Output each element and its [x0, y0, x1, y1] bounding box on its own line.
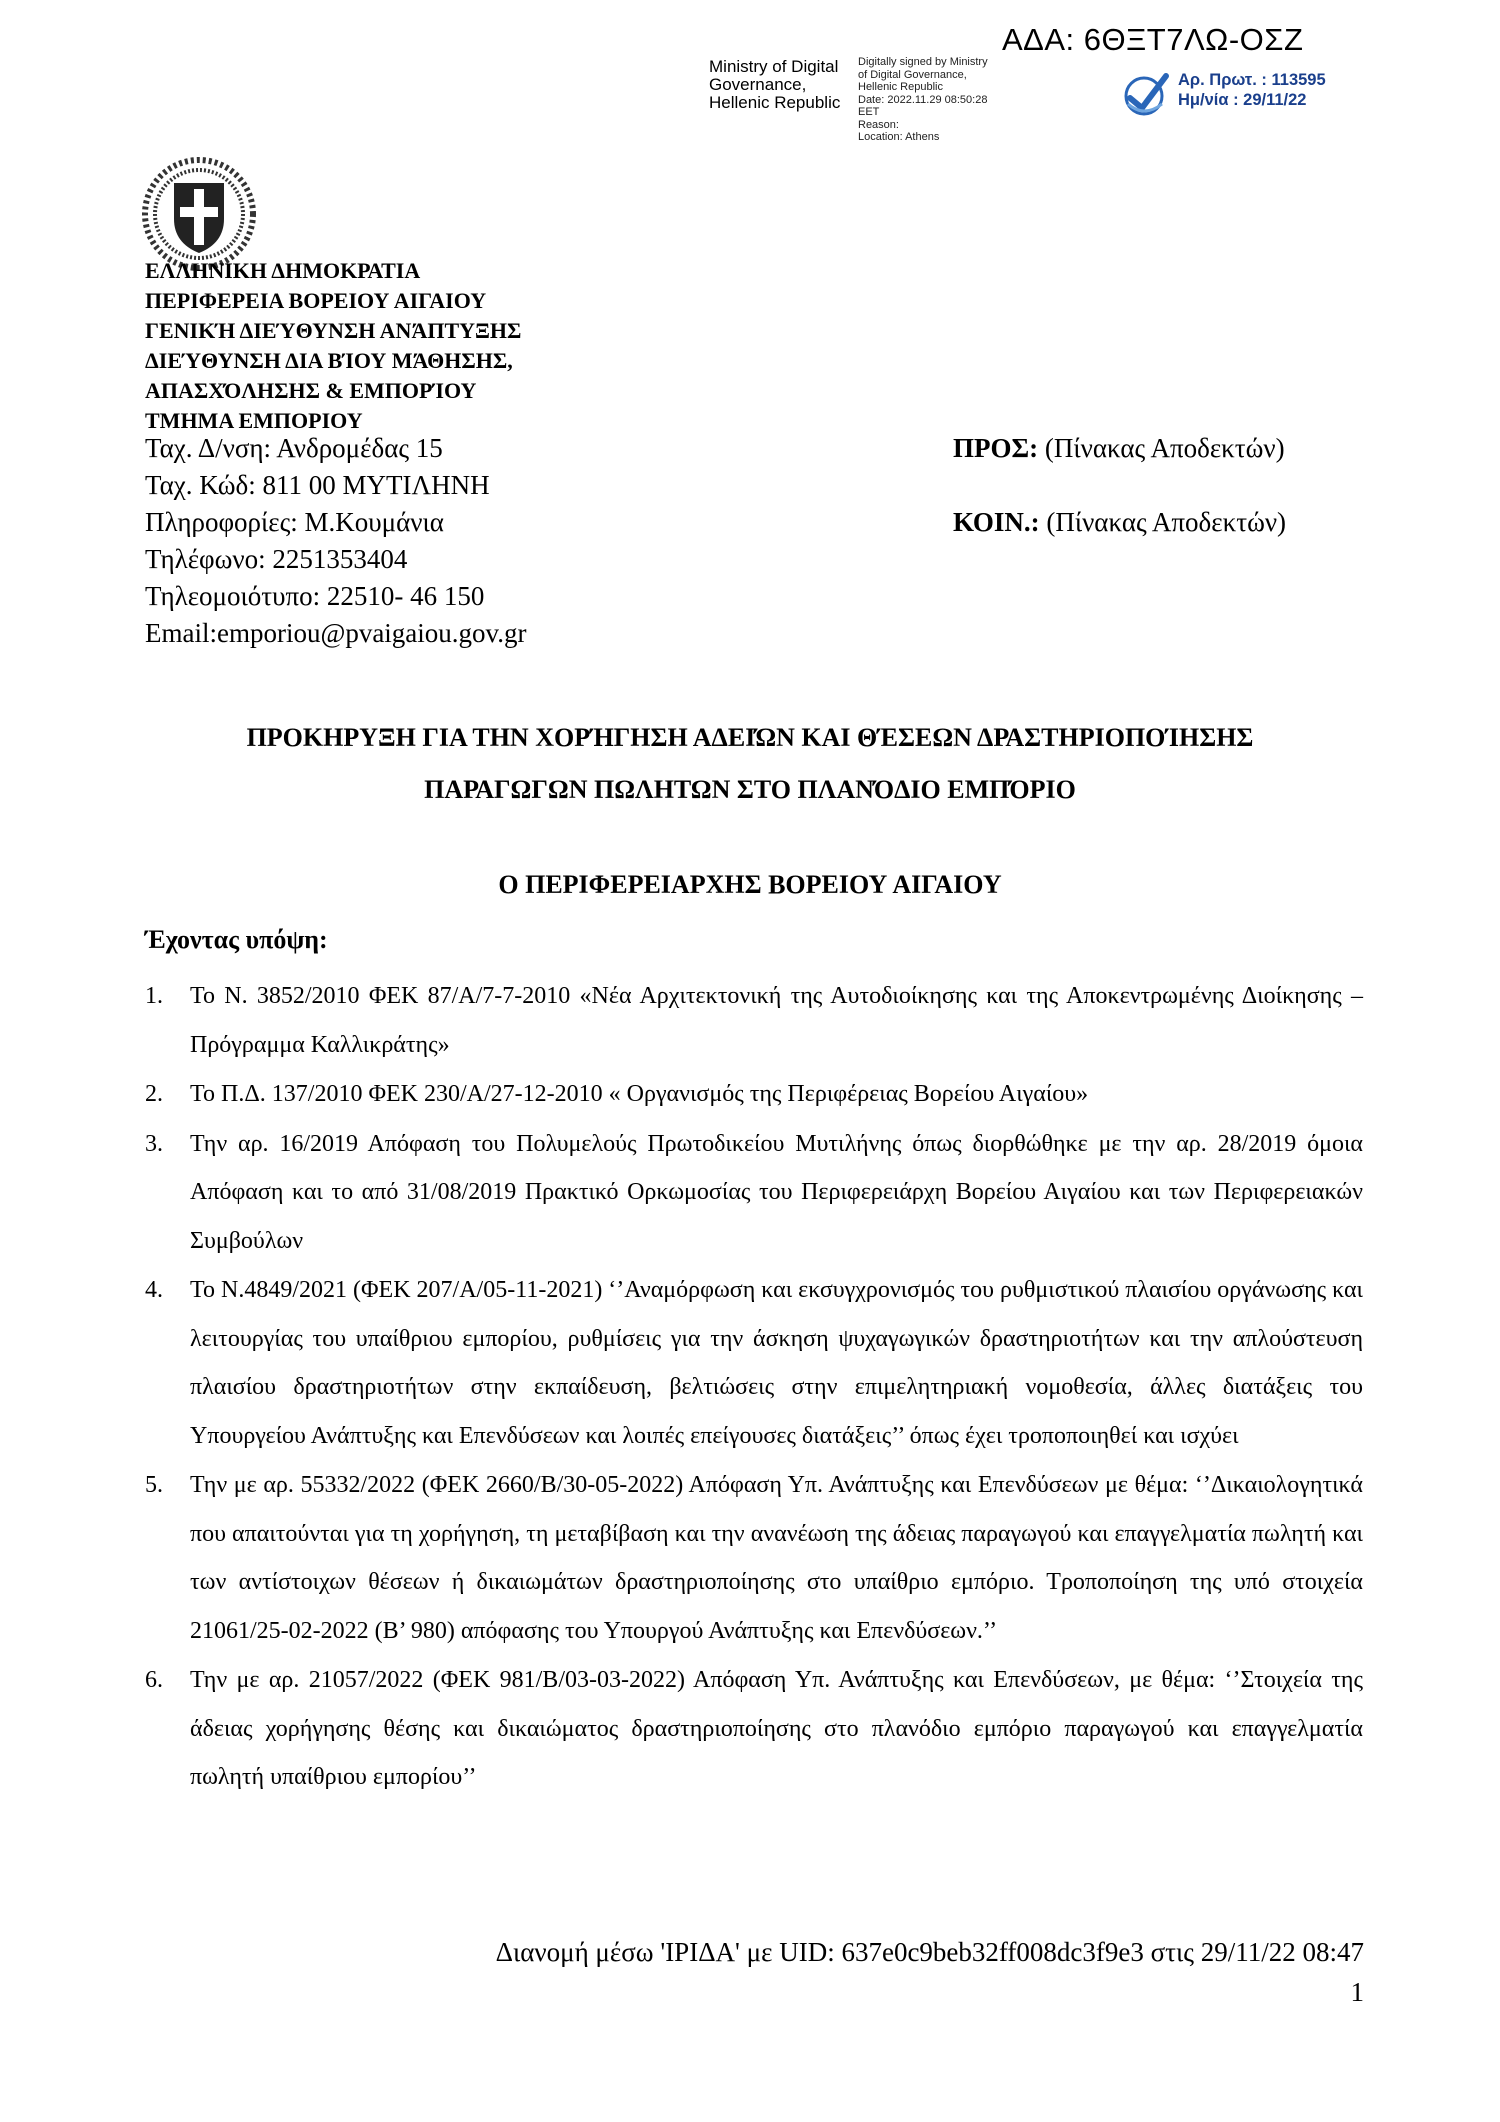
list-item: [145, 1656, 1363, 1802]
item-number: 4.: [145, 1277, 163, 1303]
item-number: 1.: [145, 983, 163, 1009]
authority-line: ΕΛΛΗΝΙΚΗ ΔΗΜΟΚΡΑΤΙΑ: [145, 258, 421, 283]
recipients: [953, 430, 1286, 578]
cc-label: ΚΟΙΝ.:: [953, 507, 1040, 537]
list-item: [145, 1120, 1363, 1266]
title-line: ΠΑΡΑΓΩΓΩΝ ΠΩΛΗΤΩΝ ΣΤΟ ΠΛΑΝΌΔΙΟ ΕΜΠΌΡΙΟ: [424, 775, 1076, 804]
authority-line: ΑΠΑΣΧΌΛΗΣΗΣ & ΕΜΠΟΡΊΟΥ: [145, 378, 477, 403]
issuing-authority: [145, 256, 521, 436]
having-in-view-heading: Έχοντας υπόψη:: [145, 925, 328, 954]
signature-line: of Digital Governance,: [858, 68, 967, 81]
item-number: 5.: [145, 1472, 163, 1498]
considerations-list: [145, 972, 1363, 1803]
postal-code: Ταχ. Κώδ: 811 00 ΜΥΤΙΛΗΝΗ: [145, 470, 490, 500]
to-value: (Πίνακας Αποδεκτών): [1038, 433, 1285, 463]
phone-number: Τηλέφωνο: 2251353404: [145, 544, 408, 574]
ada-code: ΑΔΑ: 6ΘΞΤ7ΛΩ-ΟΣΖ: [1002, 22, 1304, 57]
list-item: [145, 1070, 1363, 1119]
signer-heading: Ο ΠΕΡΙΦΕΡΕΙΑΡΧΗΣ ΒΟΡΕΙΟΥ ΑΙΓΑΙΟΥ: [498, 870, 1002, 899]
protocol-block: [1178, 70, 1326, 110]
list-item: [145, 1461, 1363, 1655]
signature-date: Date: 2022.11.29 08:50:28: [858, 93, 988, 106]
signature-line: Hellenic Republic: [858, 81, 943, 93]
authority-line: ΔΙΕΎΘΥΝΣΗ ΔΙΑ ΒΊΟΥ ΜΆΘΗΣΗΣ,: [145, 348, 513, 373]
contact-details: [145, 430, 527, 652]
item-text: Το Π.Δ. 137/2010 ΦΕΚ 230/Α/27-12-2010 « Οργανισμός της Περιφέρειας Βορείου Αιγαίου»: [190, 1081, 1089, 1107]
recipient-cc: [953, 504, 1286, 541]
signature-details: [858, 56, 1008, 144]
protocol-number: Αρ. Πρωτ. : 113595: [1178, 71, 1326, 89]
fax-number: Τηλεομοιότυπο: 22510- 46 150: [145, 581, 485, 611]
email-address: Email:emporiou@pvaigaiou.gov.gr: [145, 618, 527, 648]
postal-address: Ταχ. Δ/νση: Ανδρομέδας 15: [145, 433, 443, 463]
page-number: 1: [1350, 1977, 1364, 2007]
list-item: [145, 972, 1363, 1069]
signature-reason: Reason:: [858, 118, 899, 131]
signature-line: EET: [858, 106, 880, 118]
authority-line: ΓΕΝΙΚΉ ΔΙΕΎΘΥΝΣΗ ΑΝΆΠΤΥΞΗΣ: [145, 318, 522, 343]
document-title: [0, 712, 1500, 816]
authority-line: ΤΜΗΜΑ ΕΜΠΟΡΙΟΥ: [145, 408, 363, 433]
iris-logo-icon: [1122, 68, 1170, 120]
protocol-date: Ημ/νία : 29/11/22: [1178, 91, 1307, 109]
distribution-footer: Διανομή μέσω 'ΙΡΙΔΑ' με UID: 637e0c9beb32ff008dc3f9e3 στις 29/11/22 08:47: [495, 1937, 1364, 1967]
signer-organization: Ministry of Digital Governance, Hellenic Republic: [709, 57, 841, 112]
item-number: 6.: [145, 1667, 163, 1693]
recipient-to: [953, 430, 1286, 467]
authority-line: ΠΕΡΙΦΕΡΕΙΑ ΒΟΡΕΙΟΥ ΑΙΓΑΙΟΥ: [145, 288, 487, 313]
item-number: 2.: [145, 1081, 163, 1107]
signature-line: Digitally signed by Ministry: [858, 56, 988, 68]
item-text: Την αρ. 16/2019 Απόφαση του Πολυμελούς Πρωτοδικείου Μυτιλήνης όπως διορθώθηκε με την αρ. 28/2019 όμοια Απόφαση και το από 31/08/2019 Πρακτικό Ορκωμοσίας του Περιφερειάρχη Βορείου Αιγαίου και των Περιφερειακών Συμβούλων: [190, 1130, 1363, 1254]
item-number: 3.: [145, 1130, 163, 1157]
information-contact: Πληροφορίες: Μ.Κουμάνια: [145, 507, 444, 537]
title-line: ΠΡΟΚΗΡΥΞΗ ΓΙΑ ΤΗΝ ΧΟΡΉΓΗΣΗ ΑΔΕΙΏΝ ΚΑΙ ΘΈΣΕΩΝ ΔΡΑΣΤΗΡΙΟΠΟΊΗΣΗΣ: [246, 723, 1254, 752]
item-text: Την με αρ. 55332/2022 (ΦΕΚ 2660/Β/30-05-2022) Απόφαση Υπ. Ανάπτυξης και Επενδύσεων με θέμα: ‘’Δικαιολογητικά που απαιτούνται για τη χορήγηση, τη μεταβίβαση και την ανανέωση της άδειας παραγωγού και επαγγελματία πωλητή και των αντίστοιχων θέσεων ή δικαιωμάτων δραστηριοποίησης στο υπαίθριο εμπόριο. Τροποποίηση της υπό στοιχεία 21061/25-02-2022 (Β’ 980) απόφασης του Υπουργού Ανάπτυξης και Επενδύσεων.’’: [190, 1472, 1363, 1644]
item-text: Την με αρ. 21057/2022 (ΦΕΚ 981/Β/03-03-2022) Απόφαση Υπ. Ανάπτυξης και Επενδύσεων, με θέμα: ‘’Στοιχεία της άδειας χορήγησης θέσης και δικαιώματος δραστηριοποίησης στο πλανόδιο εμπόριο παραγωγού και επαγγελματία πωλητή υπαίθριου εμπορίου’’: [190, 1667, 1363, 1790]
list-item: [145, 1266, 1363, 1460]
item-text: Το Ν.4849/2021 (ΦΕΚ 207/Α/05-11-2021) ‘’Αναμόρφωση και εκσυγχρονισμός του ρυθμιστικού πλαισίου οργάνωσης και λειτουργίας του υπαίθριου εμπορίου, ρυθμίσεις για την άσκηση ψυχαγωγικών δραστηριοτήτων και την απλούστευση πλαισίου δραστηριοτήτων στην εκπαίδευση, βελτιώσεις στην επιμελητηριακή νομοθεσία, άλλες διατάξεις του Υπουργείου Ανάπτυξης και Επενδύσεων και λοιπές επείγουσες διατάξεις’’ όπως έχει τροποποιηθεί και ισχύει: [190, 1277, 1363, 1449]
to-label: ΠΡΟΣ:: [953, 433, 1039, 463]
cc-value: (Πίνακας Αποδεκτών): [1039, 507, 1287, 537]
signature-location: Location: Athens: [858, 131, 940, 143]
item-text: Το Ν. 3852/2010 ΦΕΚ 87/Α/7-7-2010 «Νέα Αρχιτεκτονική της Αυτοδιοίκησης και της Αποκεντρωμένης Διοίκησης –Πρόγραμμα Καλλικράτης»: [190, 983, 1363, 1058]
